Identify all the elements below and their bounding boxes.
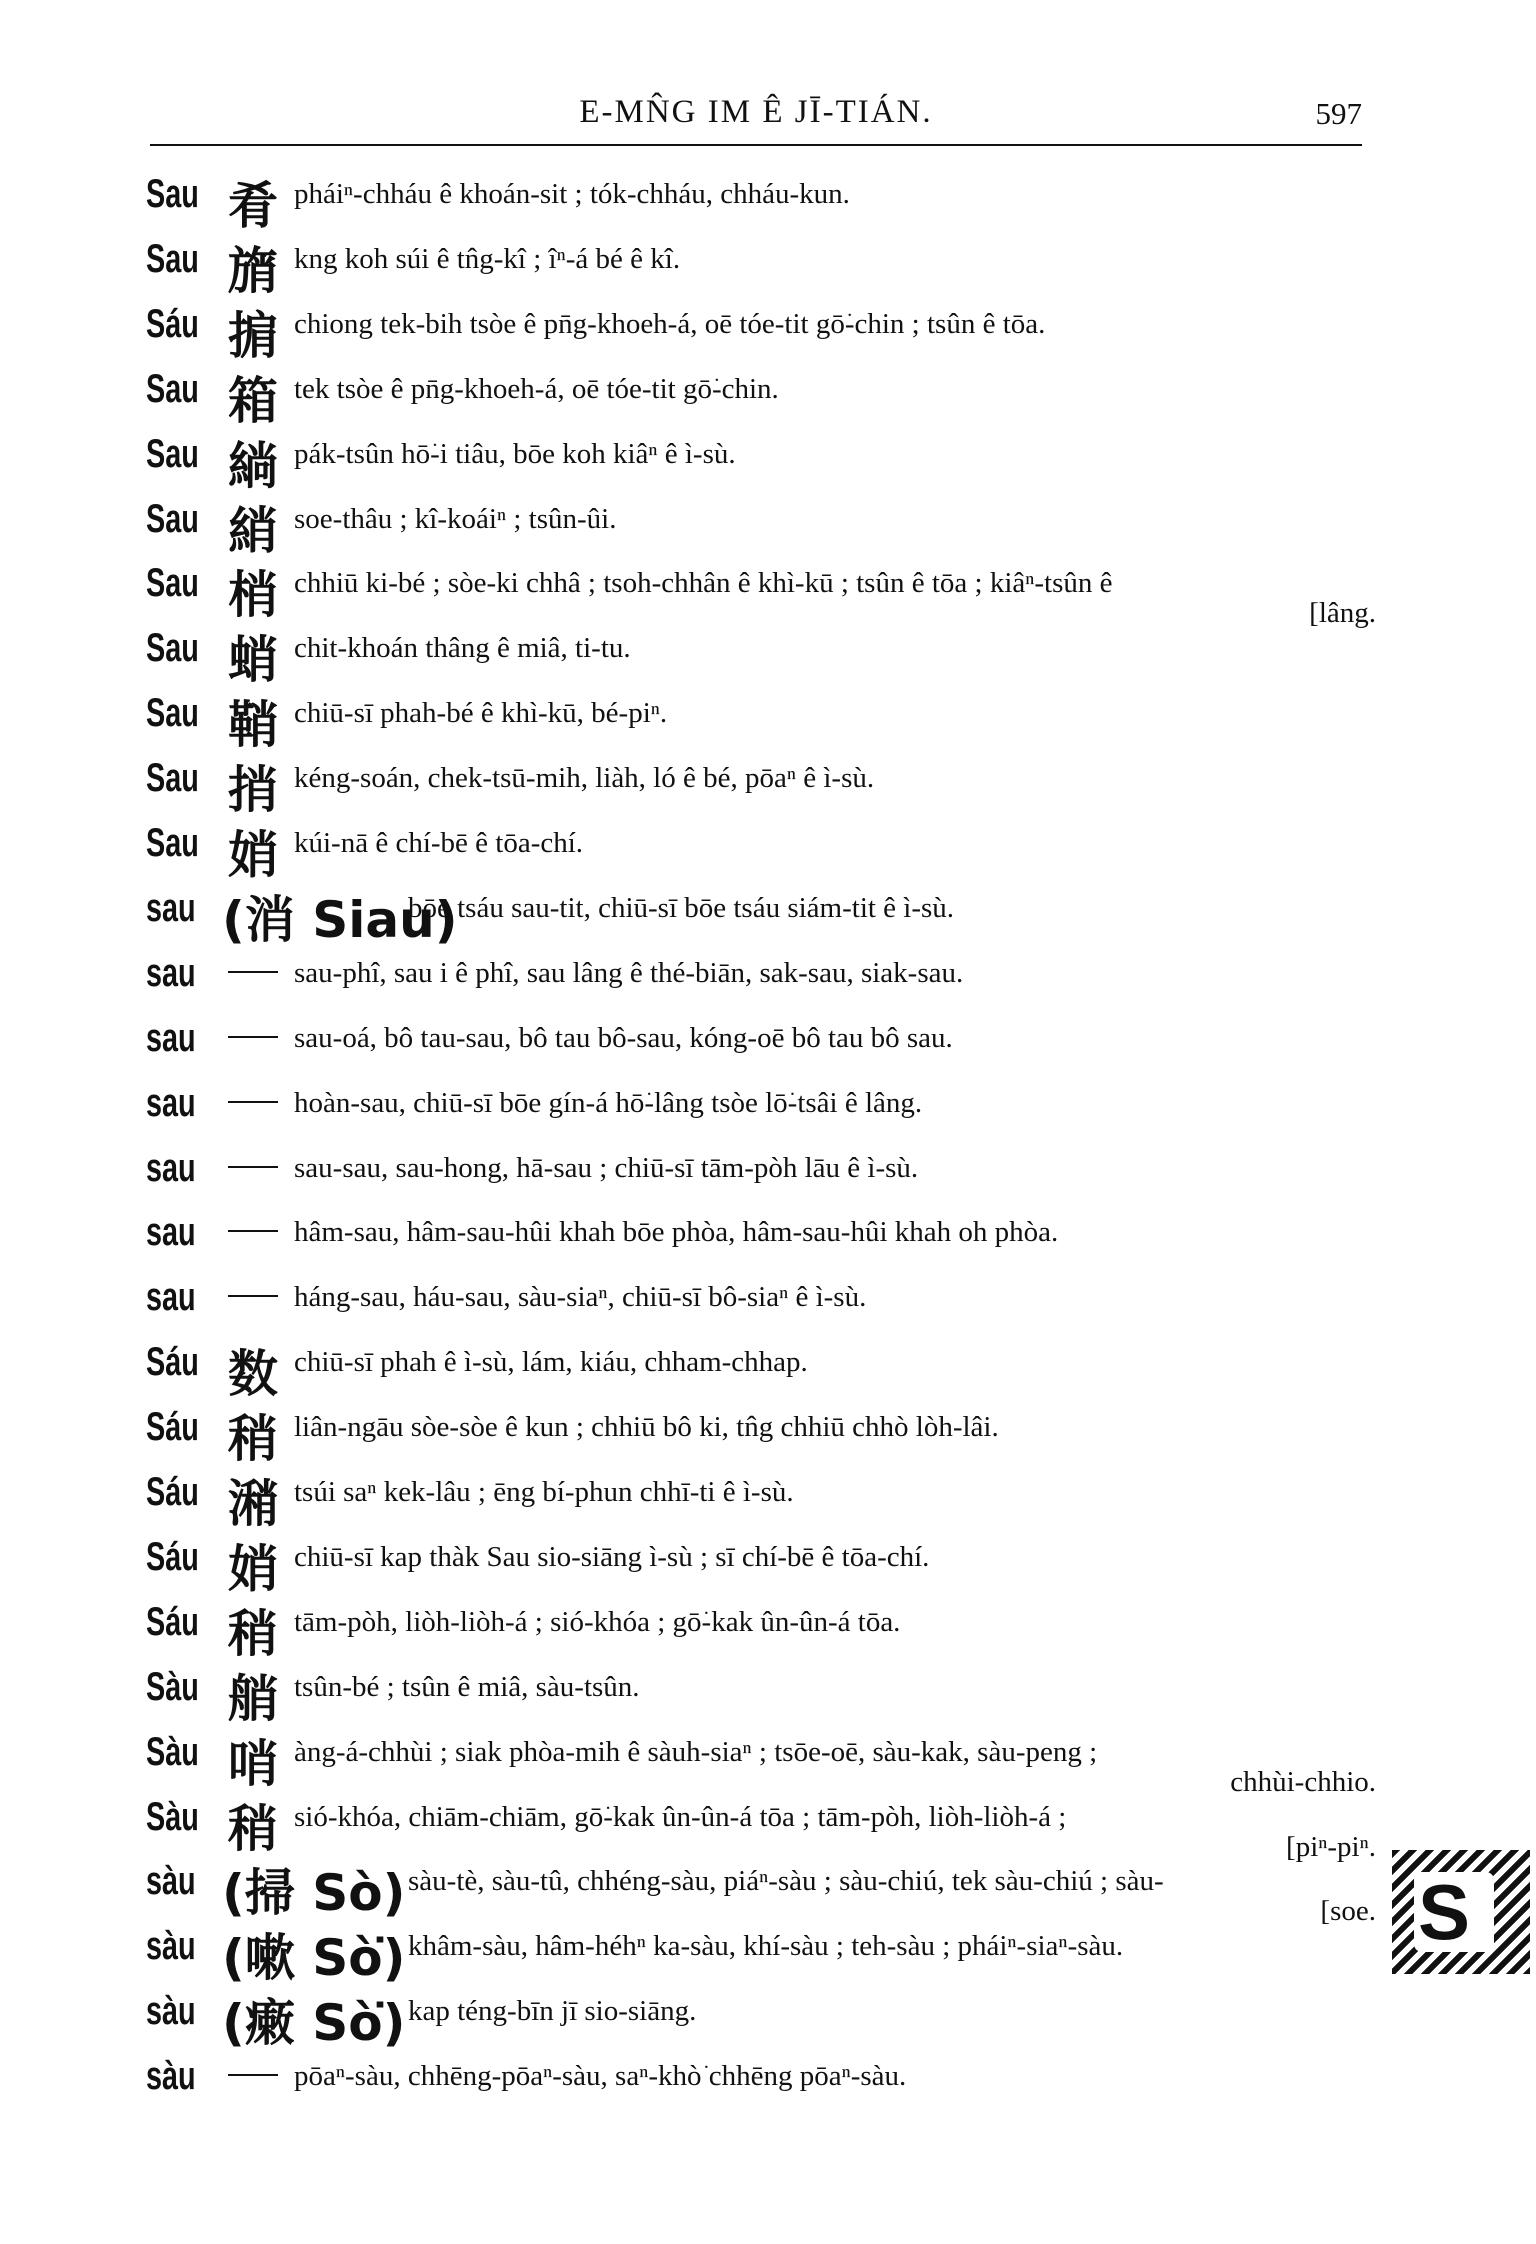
dictionary-entry (146, 1340, 1376, 1404)
entry-definition: pōaⁿ-sàu, chhēng-pōaⁿ-sàu, saⁿ-khò͘ chhēng pōaⁿ-sàu. (294, 2060, 907, 2092)
dictionary-entry (146, 1665, 1376, 1729)
dictionary-entry (146, 2054, 1376, 2118)
entry-definition: sau-oá, bô tau-sau, bô tau bô-sau, kóng-oē bô tau bô sau. (294, 1022, 953, 1054)
entry-definition: tām-pòh, liòh-liòh-á ; sió-khóa ; gō͘-kak ûn-ûn-á tōa. (294, 1606, 901, 1638)
dictionary-entry (146, 1146, 1376, 1210)
entry-definition: chiū-sī kap thàk Sau sio-siāng ì-sù ; sī chí-bē ê tōa-chí. (294, 1541, 930, 1573)
entry-definition: soe-thâu ; kî-koáiⁿ ; tsûn-ûi. (294, 503, 617, 535)
entry-headword: Sau (146, 172, 199, 216)
entry-headword: Sau (146, 561, 199, 605)
entry-character: 哨 (228, 1735, 278, 1793)
entry-definition: hâm-sau, hâm-sau-hûi khah bōe phòa, hâm-sau-hûi khah oh phòa. (294, 1216, 1059, 1248)
dictionary-entry (146, 886, 1376, 950)
entry-definition: sió-khóa, chiām-chiām, gō͘-kak ûn-ûn-á tōa ; tām-pòh, liòh-liòh-á ; (294, 1801, 1067, 1833)
entry-character: 箱 (228, 372, 278, 430)
dictionary-entry (146, 1210, 1376, 1274)
dictionary-entry (146, 1859, 1376, 1927)
entry-character: 肴 (228, 177, 278, 235)
entry-headword: sau (146, 951, 196, 995)
dictionary-entry (146, 497, 1376, 561)
dictionary-entry (146, 432, 1376, 496)
entry-headword: sàu (146, 1859, 196, 1903)
dictionary-entry (146, 756, 1376, 820)
dictionary-entry (146, 1924, 1376, 1988)
entry-definition: pháiⁿ-chháu ê khoán-sit ; tók-chháu, chháu-kun. (294, 178, 850, 210)
definition-continuation: [soe. (1320, 1895, 1376, 1927)
page-header (150, 88, 1362, 146)
ditto-dash (228, 1036, 278, 1038)
entry-character: 緔 (228, 437, 278, 495)
entry-character: (掃 Sò) (222, 1864, 406, 1922)
running-title: E-MN̂G IM Ê JĪ-TIÁN. (579, 94, 933, 130)
entry-headword: Sau (146, 821, 199, 865)
entry-headword: sàu (146, 2054, 196, 2098)
entry-headword: Sáu (146, 1600, 199, 1644)
entry-character: 稍 (228, 1800, 278, 1858)
entry-definition: chit-khoán thâng ê miâ, ti-tu. (294, 632, 631, 664)
definition-continuation: chhùi-chhio. (1230, 1766, 1376, 1798)
dictionary-entry (146, 237, 1376, 301)
entry-definition: liân-ngāu sòe-sòe ê kun ; chhiū bô ki, tn̂g chhiū chhò lòh-lâi. (294, 1411, 999, 1443)
dictionary-entry (146, 172, 1376, 236)
entry-character: 鞘 (228, 696, 278, 754)
entry-definition: bōe tsáu sau-tit, chiū-sī bōe tsáu siám-tit ê ì-sù. (408, 892, 955, 924)
dictionary-entry (146, 1275, 1376, 1339)
entry-definition: hoàn-sau, chiū-sī bōe gín-á hō͘-lâng tsòe lō͘-tsâi ê lâng. (294, 1087, 923, 1119)
entry-character: (嗽 Sò͘) (222, 1929, 406, 1987)
dictionary-entry (146, 626, 1376, 690)
dictionary-entry (146, 1795, 1376, 1863)
section-letter-badge (1392, 1850, 1530, 1974)
dictionary-entry (146, 1989, 1376, 2053)
section-letter: S (1418, 1868, 1471, 1956)
entry-headword: Sau (146, 432, 199, 476)
entry-headword: Sáu (146, 1535, 199, 1579)
dictionary-entry (146, 1470, 1376, 1534)
dictionary-entry (146, 1600, 1376, 1664)
ditto-dash (228, 2074, 278, 2076)
entry-character: 掮 (228, 307, 278, 365)
entry-definition: chiong tek-bih tsòe ê pn̄g-khoeh-á, oē tóe-tit gō͘-chin ; tsûn ê tōa. (294, 308, 1046, 340)
entry-definition: háng-sau, háu-sau, sàu-siaⁿ, chiū-sī bô-siaⁿ ê ì-sù. (294, 1281, 867, 1313)
entry-character: 捎 (228, 761, 278, 819)
entry-character: 艄 (228, 1670, 278, 1728)
entry-definition: pák-tsûn hō͘-i tiâu, bōe koh kiâⁿ ê ì-sù. (294, 438, 736, 470)
entry-definition: kéng-soán, chek-tsū-mih, liàh, ló ê bé, pōaⁿ ê ì-sù. (294, 762, 875, 794)
entry-headword: Sau (146, 237, 199, 281)
entry-definition: chiū-sī phah ê ì-sù, lám, kiáu, chham-chhap. (294, 1346, 808, 1378)
entry-definition: kúi-nā ê chí-bē ê tōa-chí. (294, 827, 584, 859)
dictionary-entry (146, 821, 1376, 885)
entry-headword: Sau (146, 367, 199, 411)
entry-headword: sau (146, 1081, 196, 1125)
entry-headword: sau (146, 1146, 196, 1190)
page-number: 597 (1315, 96, 1362, 131)
entry-headword: Sau (146, 756, 199, 800)
ditto-dash (228, 1166, 278, 1168)
dictionary-entry (146, 691, 1376, 755)
entry-definition: kng koh súi ê tn̂g-kî ; îⁿ-á bé ê kî. (294, 243, 681, 275)
ditto-dash (228, 971, 278, 973)
definition-continuation: [piⁿ-piⁿ. (1286, 1831, 1376, 1863)
dictionary-entry (146, 302, 1376, 366)
entry-definition: tek tsòe ê pn̄g-khoeh-á, oē tóe-tit gō͘-chin. (294, 373, 779, 405)
entry-character: 綃 (228, 502, 278, 560)
entry-headword: sàu (146, 1989, 196, 2033)
entry-character: 娋 (228, 1540, 278, 1598)
entry-character: 梢 (228, 566, 278, 624)
dictionary-entry (146, 1405, 1376, 1469)
dictionary-entry (146, 1730, 1376, 1798)
entry-character: 稍 (228, 1605, 278, 1663)
dictionary-entry (146, 561, 1376, 629)
dictionary-entry (146, 951, 1376, 1015)
ditto-dash (228, 1230, 278, 1232)
entry-definition: chiū-sī phah-bé ê khì-kū, bé-piⁿ. (294, 697, 668, 729)
entry-headword: sau (146, 1275, 196, 1319)
ditto-dash (228, 1101, 278, 1103)
entry-headword: sau (146, 1016, 196, 1060)
entry-definition: sau-sau, sau-hong, hā-sau ; chiū-sī tām-pòh lāu ê ì-sù. (294, 1152, 919, 1184)
entry-headword: sàu (146, 1924, 196, 1968)
entry-headword: sau (146, 1210, 196, 1254)
dictionary-entry (146, 1081, 1376, 1145)
entry-definition: sàu-tè, sàu-tû, chhéng-sàu, piáⁿ-sàu ; sàu-chiú, tek sàu-chiú ; sàu- (408, 1865, 1164, 1897)
entry-headword: Sàu (146, 1795, 199, 1839)
entry-character: 潲 (228, 1475, 278, 1533)
dictionary-entry (146, 367, 1376, 431)
entry-headword: Sàu (146, 1730, 199, 1774)
entry-character: 稍 (228, 1410, 278, 1468)
entry-headword: Sàu (146, 1665, 199, 1709)
entry-character: 数 (228, 1345, 278, 1403)
dictionary-entry (146, 1535, 1376, 1599)
entry-character: (瘷 Sò͘) (222, 1994, 406, 2052)
definition-continuation: [lâng. (1309, 597, 1376, 629)
entry-definition: sau-phî, sau i ê phî, sau lâng ê thé-biān, sak-sau, siak-sau. (294, 957, 964, 989)
ditto-dash (228, 1295, 278, 1297)
entry-headword: sau (146, 886, 196, 930)
entry-definition: khâm-sàu, hâm-héhⁿ ka-sàu, khí-sàu ; teh-sàu ; pháiⁿ-siaⁿ-sàu. (408, 1930, 1124, 1962)
entry-headword: Sáu (146, 1405, 199, 1449)
dictionary-entry (146, 1016, 1376, 1080)
entry-definition: kap téng-bīn jī sio-siāng. (408, 1995, 697, 2027)
entry-definition: chhiū ki-bé ; sòe-ki chhâ ; tsoh-chhân ê khì-kū ; tsûn ê tōa ; kiâⁿ-tsûn ê (294, 567, 1113, 599)
entry-character: 蛸 (228, 631, 278, 689)
entry-definition: tsúi saⁿ kek-lâu ; ēng bí-phun chhī-ti ê ì-sù. (294, 1476, 794, 1508)
entry-character: 娋 (228, 826, 278, 884)
entry-definition: àng-á-chhùi ; siak phòa-mih ê sàuh-siaⁿ ; tsōe-oē, sàu-kak, sàu-peng ; (294, 1736, 1098, 1768)
entry-headword: Sau (146, 497, 199, 541)
entry-headword: Sau (146, 626, 199, 670)
entry-definition: tsûn-bé ; tsûn ê miâ, sàu-tsûn. (294, 1671, 640, 1703)
entry-headword: Sáu (146, 1470, 199, 1514)
entry-headword: Sáu (146, 1340, 199, 1384)
entry-headword: Sau (146, 691, 199, 735)
entry-character: (消 Siau) (222, 891, 458, 949)
entry-character: 旓 (228, 242, 278, 300)
entry-headword: Sáu (146, 302, 199, 346)
